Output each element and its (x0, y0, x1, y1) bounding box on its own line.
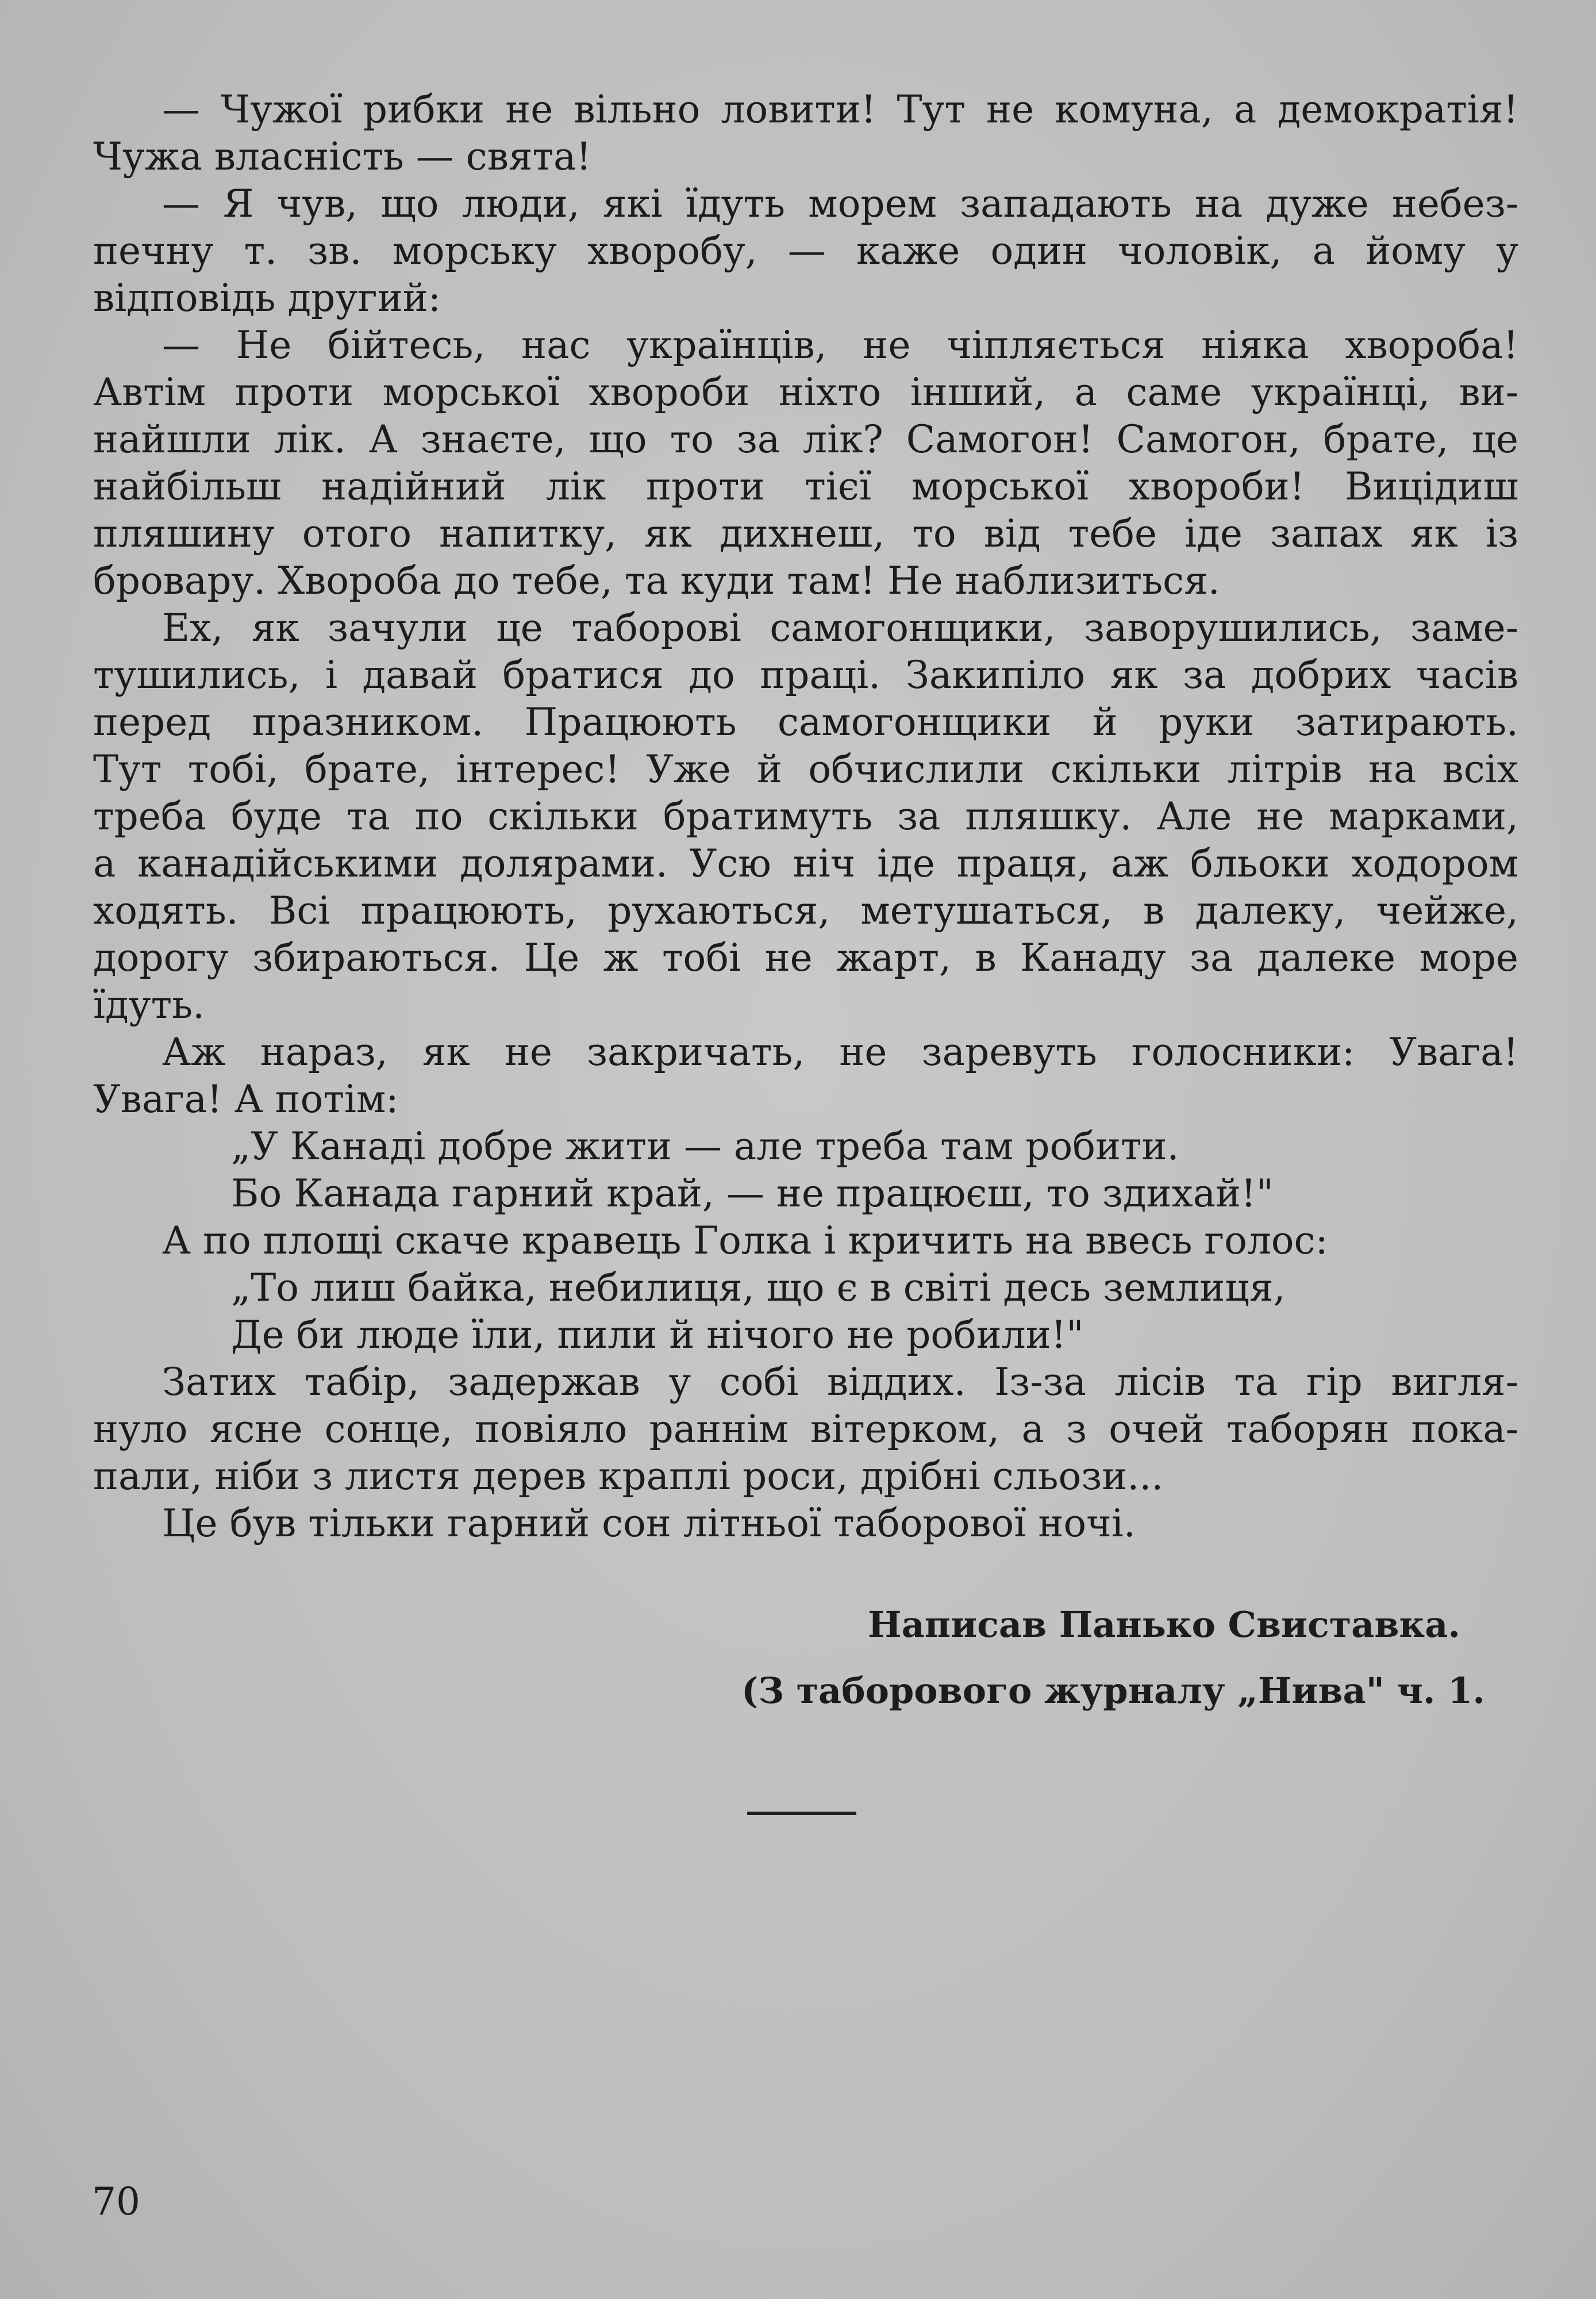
verse-line: Бо Канада гарний край, — не працюєш, то здихай!" (231, 1171, 1274, 1216)
text-line: їдуть. (93, 983, 205, 1027)
text-line: Увага! А потім: (93, 1077, 399, 1121)
text-line: Затих табір, задержав у собі віддих. Із-за лісів та гір вигля- (162, 1360, 1518, 1404)
section-divider (747, 1812, 856, 1815)
text-line: бровару. Хвороба до тебе, та куди там! Не наблизиться. (93, 559, 1220, 603)
text-line: Автім проти морської хвороби ніхто інший, а саме українці, ви- (93, 370, 1518, 414)
text-line: тушились, і давай братися до праці. Закипіло як за добрих часів (93, 653, 1518, 697)
text-line: найшли лік. А знаєте, що то за лік? Самогон! Самогон, брате, це (93, 417, 1518, 462)
text-line: А по площі скаче кравець Голка і кричить на ввесь голос: (162, 1218, 1328, 1263)
signature-source: (З таборового журналу „Нива" ч. 1. (741, 1670, 1485, 1712)
text-line: дорогу збираються. Це ж тобі не жарт, в Канаду за далеке море (93, 936, 1518, 980)
text-line: ходять. Всі працюють, рухаються, метушаться, в далеку, чейже, (93, 889, 1518, 933)
verse-line: „У Канаді добре жити — але треба там робити. (231, 1124, 1179, 1168)
text-line: — Я чув, що люди, які їдуть морем западають на дуже небез- (162, 182, 1518, 226)
text-line: Чужа власність — свята! (93, 134, 591, 179)
text-line: печну т. зв. морську хворобу, — каже один чоловік, а йому у (93, 229, 1518, 273)
text-line: перед празником. Працюють самогонщики й руки затирають. (93, 700, 1518, 744)
text-line: нуло ясне сонце, повіяло раннім вітерком, а з очей таборян пока- (93, 1407, 1518, 1451)
text-line: Це був тільки гарний сон літньої таборової ночі. (162, 1501, 1136, 1546)
text-line: а канадійськими долярами. Усю ніч іде праця, аж бльоки ходором (93, 841, 1518, 886)
text-line: — Чужої рибки не вільно ловити! Тут не комуна, а демократія! (162, 87, 1518, 132)
signature-author: Написав Панько Свиставка. (868, 1604, 1460, 1646)
text-line: — Не бійтесь, нас українців, не чіпляється ніяка хвороба! (162, 323, 1518, 367)
text-line: Аж нараз, як не закричать, не заревуть голосники: Увага! (162, 1030, 1518, 1074)
text-line: відповідь другий: (93, 276, 441, 320)
verse-line: „То лиш байка, небилиця, що є в світі десь землиця, (231, 1266, 1286, 1310)
body-text (93, 86, 1518, 1547)
verse-line: Де би люде їли, пили й нічого не робили!" (231, 1313, 1084, 1357)
page-number: 70 (92, 2179, 140, 2224)
text-line: пляшину отого напитку, як дихнеш, то від тебе іде запах як із (93, 512, 1518, 556)
text-line: Тут тобі, брате, інтерес! Уже й обчислили скільки літрів на всіх (93, 747, 1518, 791)
text-line: пали, ніби з листя дерев краплі роси, дрібні сльози... (93, 1454, 1164, 1498)
text-line: найбільш надійний лік проти тієї морської хвороби! Вицідиш (93, 464, 1518, 509)
text-line: треба буде та по скільки братимуть за пляшку. Але не марками, (93, 794, 1518, 839)
text-line: Ех, як зачули це таборові самогонщики, заворушились, заме- (162, 606, 1518, 650)
